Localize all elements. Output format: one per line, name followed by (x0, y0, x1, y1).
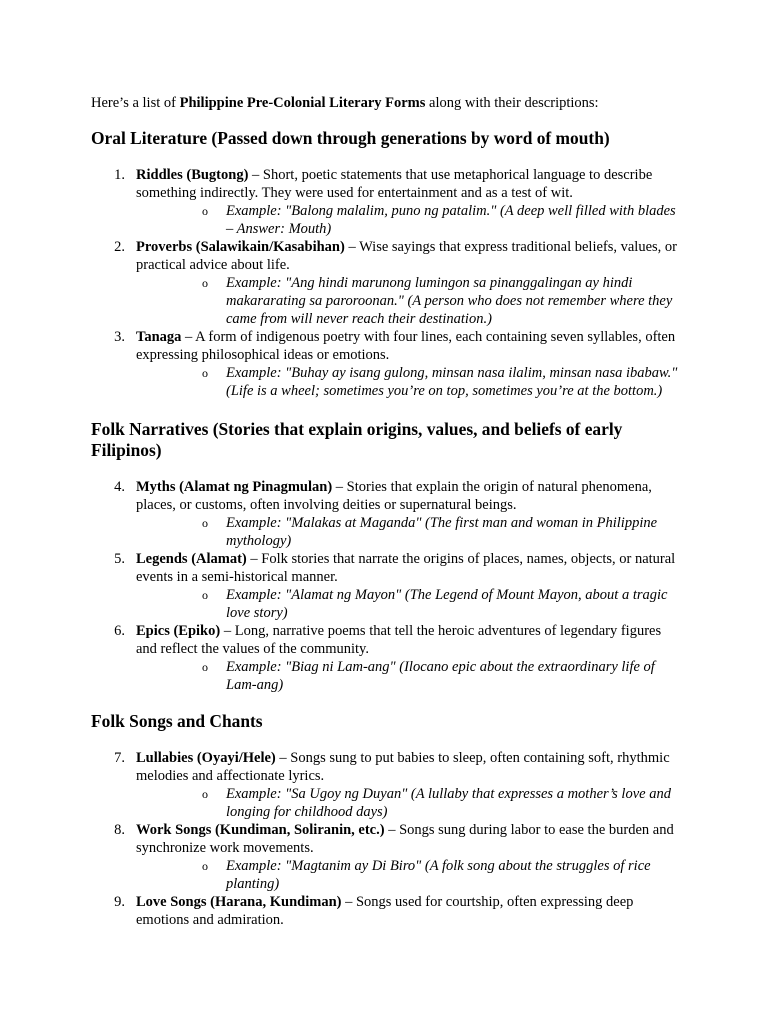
list-item (91, 893, 681, 929)
item-number: 5. (114, 551, 125, 567)
list-item (91, 328, 681, 400)
bullet-icon: o (202, 516, 208, 530)
item-description (136, 893, 681, 929)
item-term: Love Songs (Harana, Kundiman) (136, 894, 342, 910)
item-desc-text: – Folk stories that narrate the origins of places, names, objects, or natural events in a semi-historical manner. (136, 551, 676, 585)
bullet-icon: o (202, 276, 208, 290)
item-term: Tanaga (136, 329, 182, 345)
bullet-icon: o (202, 204, 208, 218)
item-description (136, 328, 681, 364)
item-example (136, 364, 681, 400)
list-item (91, 166, 681, 238)
section-heading-oral-literature: Oral Literature (Passed down through generations by word of mouth) (91, 128, 610, 148)
list-item (91, 550, 681, 622)
item-description (136, 622, 681, 658)
item-term: Lullabies (Oyayi/Hele) (136, 750, 276, 766)
list-item (91, 749, 681, 821)
list-item (91, 238, 681, 328)
item-number: 8. (114, 822, 125, 838)
item-number: 4. (114, 479, 125, 495)
bullet-icon: o (202, 588, 208, 602)
example-text: Example: "Biag ni Lam-ang" (Ilocano epic about the extraordinary life of Lam-ang) (226, 659, 655, 693)
item-term: Legends (Alamat) (136, 551, 247, 567)
example-text: Example: "Sa Ugoy ng Duyan" (A lullaby that expresses a mother’s love and longing for childhood days) (226, 786, 671, 820)
example-text: Example: "Alamat ng Mayon" (The Legend of Mount Mayon, about a tragic love story) (226, 587, 668, 621)
item-number: 2. (114, 239, 125, 255)
item-desc-text: – Short, poetic statements that use metaphorical language to describe something indirectly. They were used for entertainment and as a test of wit. (136, 167, 653, 201)
item-number: 6. (114, 623, 125, 639)
section-list-folk-narratives (91, 478, 681, 694)
bullet-icon: o (202, 366, 208, 380)
list-item (91, 821, 681, 893)
bullet-icon: o (202, 859, 208, 873)
item-desc-text: – A form of indigenous poetry with four lines, each containing seven syllables, often expressing philosophical ideas or emotions. (136, 329, 676, 363)
section-heading-folk-songs: Folk Songs and Chants (91, 711, 263, 731)
item-number: 3. (114, 329, 125, 345)
example-text: Example: "Magtanim ay Di Biro" (A folk song about the struggles of rice planting) (226, 858, 651, 892)
intro-paragraph (91, 94, 691, 112)
item-desc-text: – Long, narrative poems that tell the heroic adventures of legendary figures and reflect the values of the community. (136, 623, 662, 657)
item-term: Epics (Epiko) (136, 623, 221, 639)
item-example (136, 785, 681, 821)
item-desc-text: – Songs sung to put babies to sleep, often containing soft, rhythmic melodies and affectionate lyrics. (136, 750, 670, 784)
item-description (136, 749, 681, 785)
example-text: Example: "Balong malalim, puno ng patalim." (A deep well filled with blades – Answer: Mouth) (226, 203, 676, 237)
item-desc-text: – Songs sung during labor to ease the burden and synchronize work movements. (136, 822, 674, 856)
item-description (136, 550, 681, 586)
item-number: 9. (114, 894, 125, 910)
list-item (91, 478, 681, 550)
intro-text: Here’s a list of (91, 95, 180, 111)
item-number: 1. (114, 167, 125, 183)
bullet-icon: o (202, 660, 208, 674)
section-list-folk-songs (91, 749, 681, 929)
item-term: Proverbs (Salawikain/Kasabihan) (136, 239, 345, 255)
item-example (136, 658, 681, 694)
item-term: Riddles (Bugtong) (136, 167, 249, 183)
item-desc-text: – Stories that explain the origin of natural phenomena, places, or customs, often involving deities or supernatural beings. (136, 479, 652, 513)
example-text: Example: "Malakas at Maganda" (The first man and woman in Philippine mythology) (226, 515, 658, 549)
example-text: Example: "Buhay ay isang gulong, minsan nasa ilalim, minsan nasa ibabaw." (Life is a wheel; sometimes you’re on top, sometimes you’re at the bottom.) (226, 365, 678, 399)
section-heading-folk-narratives: Folk Narratives (Stories that explain origins, values, and beliefs of early Filipinos) (91, 419, 623, 460)
item-example (136, 274, 681, 328)
item-term: Myths (Alamat ng Pinagmulan) (136, 479, 333, 495)
item-number: 7. (114, 750, 125, 766)
list-item (91, 622, 681, 694)
intro-text-end: along with their descriptions: (425, 95, 599, 111)
bullet-icon: o (202, 787, 208, 801)
example-text: Example: "Ang hindi marunong lumingon sa pinanggalingan ay hindi makararating sa paroroonan." (A person who does not remember where they came from will never reach their destination.) (226, 275, 673, 327)
item-description (136, 821, 681, 857)
item-description (136, 166, 681, 202)
intro-bold-title: Philippine Pre-Colonial Literary Forms (179, 95, 426, 111)
item-example (136, 586, 681, 622)
item-example (136, 857, 681, 893)
item-example (136, 514, 681, 550)
item-example (136, 202, 681, 238)
section-list-oral-literature (91, 166, 681, 400)
item-description (136, 238, 681, 274)
item-desc-text: – Wise sayings that express traditional beliefs, values, or practical advice about life. (136, 239, 677, 273)
item-description (136, 478, 681, 514)
item-desc-text: – Songs used for courtship, often expressing deep emotions and admiration. (136, 894, 634, 928)
item-term: Work Songs (Kundiman, Soliranin, etc.) (136, 822, 385, 838)
